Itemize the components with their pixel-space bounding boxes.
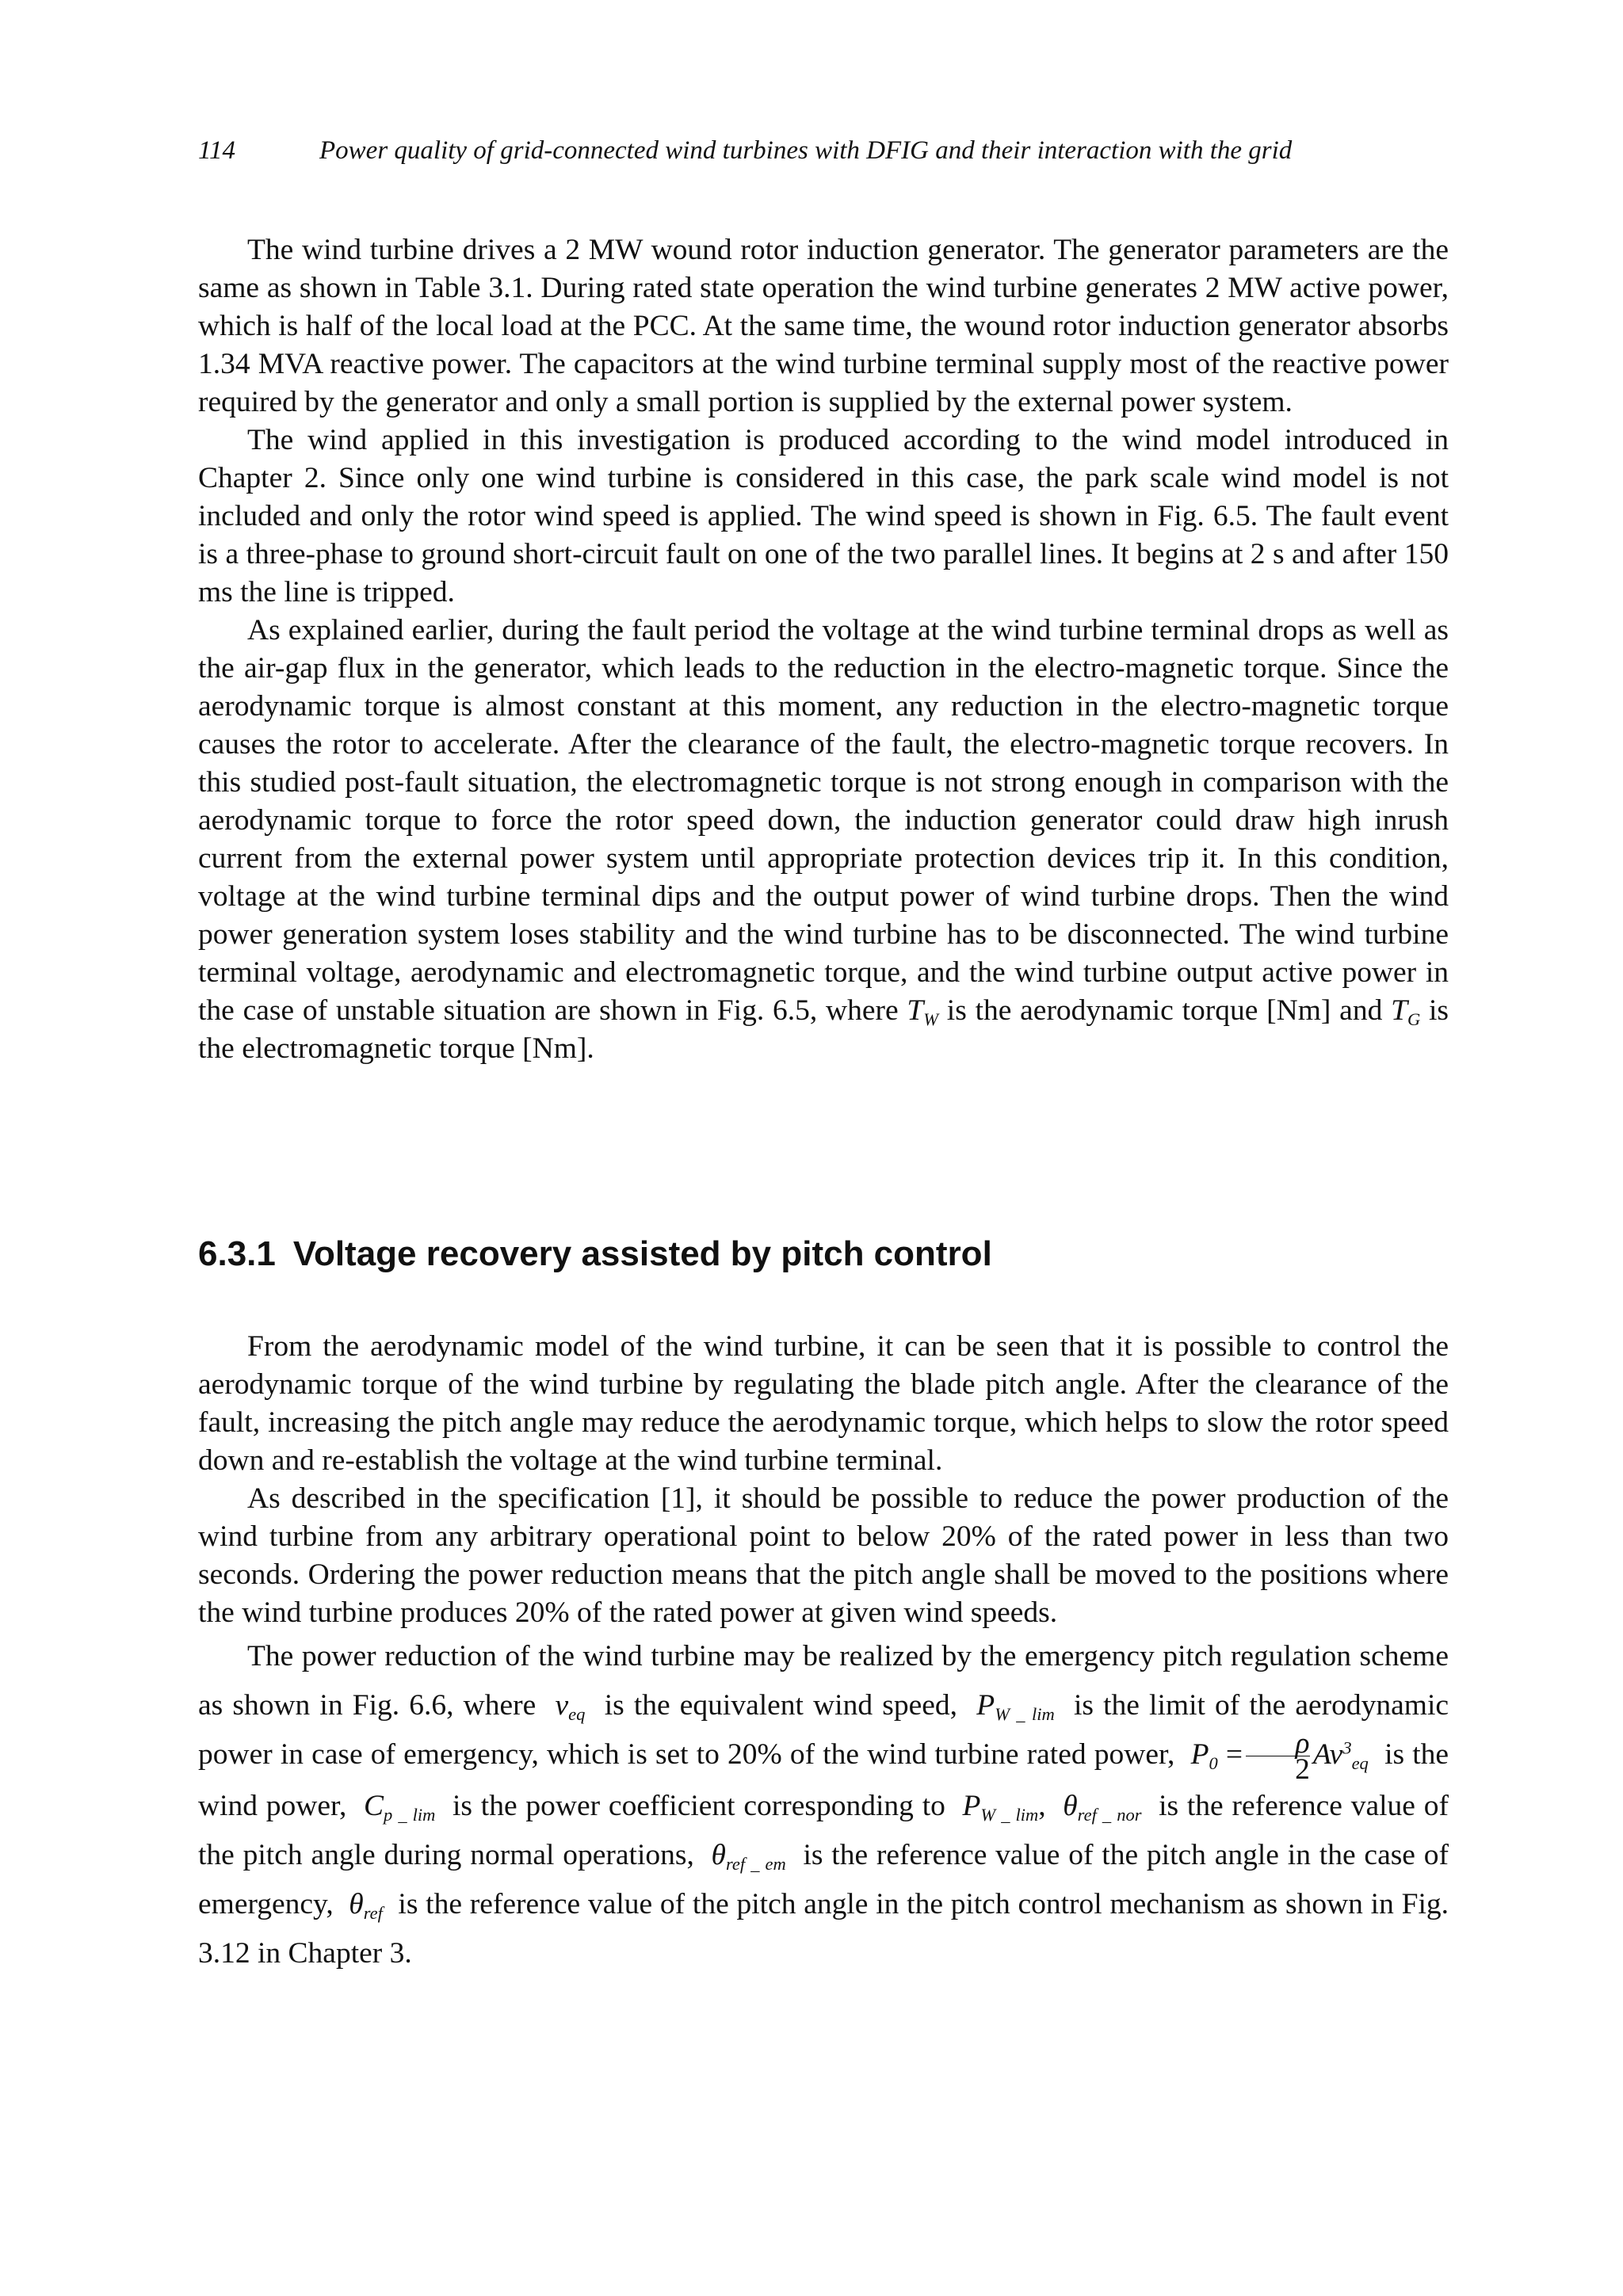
theta-ref-nor-symbol: $\theta_{ref \_ nor}$	[1063, 1789, 1142, 1825]
pwlim-symbol-2: $P_{W \_ lim}$	[962, 1789, 1039, 1825]
paragraph-6: The power reduction of the wind turbine may be realized by the emergency pitch regulation scheme as shown in Fig. 6.6, where $v_{eq}$ is the equivalent wind speed, $P_{W \_ lim}$ is the limit of the aerodynamic power in case of emergency, which is set to 20% of the wind turbine rated power, $P_0$ = $\frac{\rho}{2}$ $Av^3_{eq}$ is the wind power, $C_{p \_ lim}$ is the power coefficient corresponding to $P_{W \_ lim}$, $\theta_{ref \_ nor}$ is the reference value of the pitch angle during normal operations, $\theta_{ref \_ em}$ is the reference value of the pitch angle in the case of emergency, $\theta_{ref}$ is the reference value of the pitch angle in the pitch control mechanism as shown in Fig. 3.12 in Chapter 3.	[198, 1640, 1449, 1970]
wind-power-expression: $Av^3_{eq}$	[1312, 1737, 1369, 1774]
paragraph-2: The wind applied in this investigation is produced according to the wind model introduced in Chapter 2. Since only one wind turbine is considered in this case, the park scale wind model is not included and only the rotor wind speed is applied. The wind speed is shown in Fig. 6.5. The fault event is a three-phase to ground short-circuit fault on one of the two parallel lines. It begins at 2 s and after 150 ms the line is tripped.	[198, 424, 1449, 608]
paragraph-3: As explained earlier, during the fault period the voltage at the wind turbine terminal drops as well as the air-gap flux in the generator, which leads to the reduction in the electro-magnetic torque. Since the aerodynamic torque is almost constant at this moment, any reduction in the electro-magnetic torque causes the rotor to accelerate. After the clearance of the fault, the electro-magnetic torque recovers. In this studied post-fault situation, the electromagnetic torque is not strong enough in comparison with the aerodynamic torque to force the rotor speed down, the induction generator could draw high inrush current from the external power system until appropriate protection devices trip it. In this condition, voltage at the wind turbine terminal dips and the output power of wind turbine drops. Then the wind power generation system loses stability and the wind turbine has to be disconnected. The wind turbine terminal voltage, aerodynamic and electromagnetic torque, and the wind turbine output active power in the case of unstable situation are shown in Fig. 6.5, where $T_W$ is the aerodynamic torque [Nm] and $T_G$ is the electromagnetic torque [Nm].	[198, 614, 1449, 1065]
section-number: 6.3.1	[198, 1234, 276, 1273]
page-number: 114	[198, 136, 236, 165]
rho-over-2-fraction: $\frac{\rho}{2}$	[1246, 1732, 1310, 1782]
pwlim-symbol: $P_{W \_ lim}$	[976, 1689, 1055, 1725]
section-text	[198, 1328, 1449, 1978]
theta-ref-symbol: $\theta_{ref}$	[349, 1887, 383, 1924]
paragraph-4: From the aerodynamic model of the wind turbine, it can be seen that it is possible to control the aerodynamic torque of the wind turbine by regulating the blade pitch angle. After the clearance of the fault, increasing the pitch angle may reduce the aerodynamic torque, which helps to slow the rotor speed down and re-establish the voltage at the wind turbine terminal.	[198, 1330, 1449, 1477]
section-heading	[198, 1232, 1449, 1276]
tg-symbol: $T_G$	[1391, 994, 1421, 1030]
theta-ref-em-symbol: $\theta_{ref \_ em}$	[711, 1838, 786, 1875]
cplim-symbol: $C_{p \_ lim}$	[364, 1789, 436, 1825]
paragraph-6-wrap	[198, 1632, 1449, 1978]
intro-text	[198, 231, 1449, 1068]
paragraph-5: As described in the specification [1], it should be possible to reduce the power production of the wind turbine from any arbitrary operational point to below 20% of the rated power in less than two seconds. Ordering the power reduction means that the pitch angle shall be moved to the positions where the wind turbine produces 20% of the rated power at given wind speeds.	[198, 1482, 1449, 1629]
running-title: Power quality of grid-connected wind turbines with DFIG and their interaction with the grid	[319, 136, 1293, 165]
p0-symbol: $P_0$	[1190, 1738, 1218, 1774]
tw-symbol: $T_W$	[907, 994, 938, 1030]
paragraph-1: The wind turbine drives a 2 MW wound rotor induction generator. The generator parameters are the same as shown in Table 3.1. During rated state operation the wind turbine generates 2 MW active power, which is half of the local load at the PCC. At the same time, the wound rotor induction generator absorbs 1.34 MVA reactive power. The capacitors at the wind turbine terminal supply most of the reactive power required by the generator and only a small portion is supplied by the external power system.	[198, 234, 1449, 418]
section-title: Voltage recovery assisted by pitch control	[292, 1234, 992, 1273]
veq-symbol: $v_{eq}$	[555, 1689, 586, 1725]
